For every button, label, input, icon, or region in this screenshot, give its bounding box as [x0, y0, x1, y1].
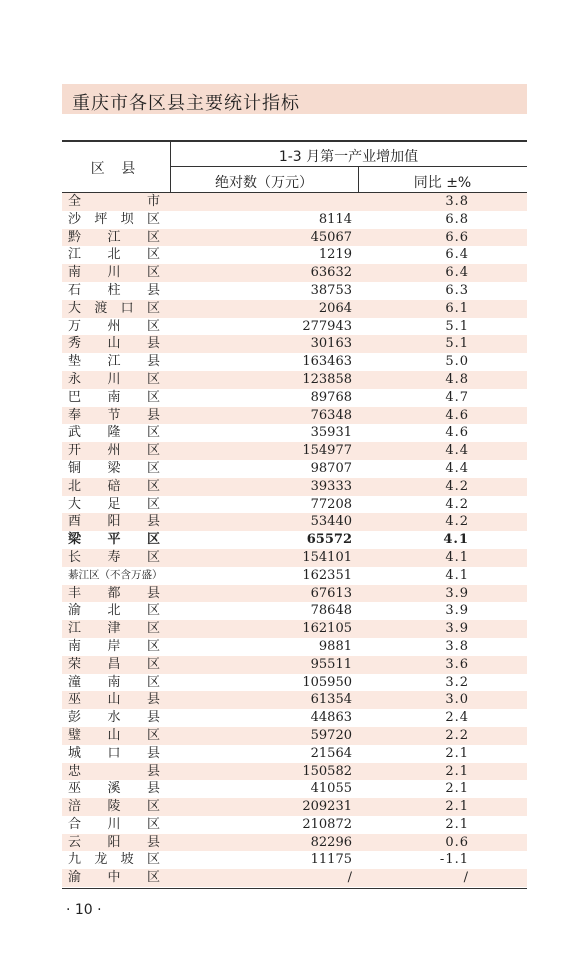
absolute-value: 35931 — [310, 425, 352, 441]
region-name-part: 渝 — [68, 870, 82, 886]
region-name-part: 大 — [68, 496, 82, 512]
table-row — [62, 638, 527, 656]
region-name-part: 县 — [146, 834, 160, 850]
absolute-value: 59720 — [310, 727, 352, 743]
table-row — [62, 229, 527, 247]
region-name-part: 县 — [146, 781, 160, 797]
region-name — [68, 371, 160, 389]
region-name — [68, 211, 160, 229]
absolute-value: 44863 — [310, 710, 352, 726]
region-name-part: 区 — [146, 532, 160, 548]
region-name-part: 昌 — [107, 656, 121, 672]
yoy-value: 4.1 — [445, 567, 469, 583]
yoy-value: 6.4 — [445, 265, 469, 281]
region-name — [68, 335, 160, 353]
region-name-part: 区 — [146, 265, 160, 281]
table-row — [62, 371, 527, 389]
region-name-part: 梁 — [68, 532, 82, 548]
region-name — [68, 229, 160, 247]
region-name-part: 岸 — [107, 638, 121, 654]
absolute-value: 105950 — [302, 674, 352, 690]
absolute-value: 162105 — [302, 621, 352, 637]
region-name — [68, 780, 160, 798]
yoy-value: 2.4 — [445, 710, 469, 726]
region-name-part: 坪 — [94, 211, 108, 227]
region-name-part: 州 — [107, 443, 121, 459]
region-name — [68, 727, 160, 745]
region-name-part: 区 — [146, 674, 160, 690]
region-name-part: 渡 — [94, 300, 108, 316]
absolute-value: 53440 — [310, 514, 352, 530]
region-name-part: 潼 — [68, 674, 82, 690]
region-name-part: 区 — [146, 247, 160, 263]
region-name-part: 区 — [146, 229, 160, 245]
region-name-part: 区 — [146, 371, 160, 387]
yoy-value: 2.1 — [445, 781, 469, 797]
region-name-part: 水 — [107, 710, 121, 726]
absolute-value: 123858 — [302, 371, 352, 387]
table-row — [62, 282, 527, 300]
absolute-value: / — [347, 870, 352, 886]
region-name-part: 彭 — [68, 710, 82, 726]
region-name-part: 南 — [107, 674, 121, 690]
region-name — [68, 424, 160, 442]
region-name — [68, 300, 160, 318]
table-row — [62, 780, 527, 798]
absolute-value: 2064 — [318, 300, 352, 316]
region-name — [68, 567, 163, 585]
yoy-value: 5.1 — [445, 336, 469, 352]
region-name-part: 坡 — [120, 852, 134, 868]
table-row — [62, 478, 527, 496]
absolute-value: 76348 — [310, 407, 352, 423]
yoy-value: 3.6 — [445, 656, 469, 672]
table-row — [62, 869, 527, 887]
absolute-value: 38753 — [310, 282, 352, 298]
page-number: · 10 · — [66, 902, 102, 918]
yoy-value: 5.0 — [445, 354, 469, 370]
absolute-value: 277943 — [302, 318, 352, 334]
region-name-part: 武 — [68, 425, 82, 441]
region-name — [68, 763, 160, 781]
region-name-part: 区 — [146, 816, 160, 832]
region-name-part: 县 — [146, 282, 160, 298]
region-name-part: 口 — [120, 300, 134, 316]
yoy-value: 4.8 — [445, 371, 469, 387]
region-name-part: 县 — [146, 763, 160, 779]
region-name — [68, 709, 160, 727]
region-name — [68, 282, 160, 300]
table-row — [62, 460, 527, 478]
absolute-value: 61354 — [310, 692, 352, 708]
absolute-value: 150582 — [302, 763, 352, 779]
absolute-value: 8114 — [318, 211, 352, 227]
region-name-part: 北 — [68, 478, 82, 494]
region-name — [68, 834, 160, 852]
region-name-part: 合 — [68, 816, 82, 832]
header-absolute: 绝对数（万元） — [215, 175, 313, 191]
region-name-part: 巫 — [68, 692, 82, 708]
region-name — [68, 851, 160, 869]
absolute-value: 89768 — [310, 389, 352, 405]
yoy-value: 2.1 — [445, 745, 469, 761]
header-divider — [170, 166, 527, 167]
yoy-value: 4.6 — [445, 407, 469, 423]
table-row — [62, 246, 527, 264]
region-name-part: 南 — [107, 389, 121, 405]
region-name — [68, 264, 160, 282]
region-name-part: 柱 — [107, 282, 121, 298]
region-name — [68, 620, 160, 638]
table-row — [62, 798, 527, 816]
yoy-value: 3.9 — [445, 621, 469, 637]
table-row — [62, 335, 527, 353]
region-name-part: 巴 — [68, 389, 82, 405]
region-name — [68, 602, 160, 620]
absolute-value: 209231 — [302, 799, 352, 815]
yoy-value: 2.1 — [445, 816, 469, 832]
absolute-value: 98707 — [310, 460, 352, 476]
region-name-part: 奉 — [68, 407, 82, 423]
table-row — [62, 353, 527, 371]
region-name — [68, 638, 160, 656]
region-name-part: 南 — [68, 265, 82, 281]
region-name-part: 山 — [107, 336, 121, 352]
absolute-value: 30163 — [310, 336, 352, 352]
region-name — [68, 531, 160, 549]
region-name — [68, 869, 160, 887]
region-name-part: 山 — [107, 692, 121, 708]
table-row — [62, 691, 527, 709]
region-name — [68, 478, 160, 496]
region-name-part: 石 — [68, 282, 82, 298]
region-name-part: 江 — [107, 354, 121, 370]
region-name-part: 溪 — [107, 781, 121, 797]
region-name — [68, 389, 160, 407]
region-name — [68, 442, 160, 460]
absolute-value: 45067 — [310, 229, 352, 245]
region-name-part: 区 — [146, 478, 160, 494]
region-name-part: 全 — [68, 194, 82, 209]
yoy-value: 3.8 — [445, 194, 469, 209]
table-row — [62, 264, 527, 282]
yoy-value: 2.1 — [445, 799, 469, 815]
absolute-value: 11175 — [310, 852, 352, 868]
absolute-value: 41055 — [310, 781, 352, 797]
table-row — [62, 389, 527, 407]
table-row — [62, 602, 527, 620]
yoy-value: 6.6 — [445, 229, 469, 245]
region-name-part: 丰 — [68, 585, 82, 601]
yoy-value: 6.3 — [445, 282, 469, 298]
region-name-part: 区 — [146, 727, 160, 743]
region-name — [68, 407, 160, 425]
absolute-value: 163463 — [302, 354, 352, 370]
region-name-part: 县 — [146, 354, 160, 370]
table-row — [62, 585, 527, 603]
table-body — [62, 193, 527, 887]
region-name-part: 铜 — [68, 460, 82, 476]
region-name-part: 璧 — [68, 727, 82, 743]
region-name-part: 川 — [107, 816, 121, 832]
region-name-part: 区 — [146, 549, 160, 565]
yoy-value: 4.4 — [445, 443, 469, 459]
table-row — [62, 424, 527, 442]
table-row — [62, 656, 527, 674]
yoy-value: 4.7 — [445, 389, 469, 405]
region-name — [68, 193, 160, 211]
region-name — [68, 549, 160, 567]
region-name — [68, 513, 160, 531]
region-name-part: 区 — [146, 460, 160, 476]
region-name-part: 万 — [68, 318, 82, 334]
region-name-part: 平 — [107, 532, 121, 548]
yoy-value: 4.6 — [445, 425, 469, 441]
table-row — [62, 318, 527, 336]
region-name-part: 区 — [146, 318, 160, 334]
yoy-value: 3.8 — [445, 638, 469, 654]
region-name — [68, 674, 160, 692]
absolute-value: 154101 — [302, 549, 352, 565]
absolute-value: 9881 — [318, 638, 352, 654]
absolute-value: 210872 — [302, 816, 352, 832]
region-name-part: 九 — [68, 852, 82, 868]
yoy-value: 3.2 — [445, 674, 469, 690]
region-name-part: 都 — [107, 585, 121, 601]
region-name-part: 北 — [107, 247, 121, 263]
region-name-part: 北 — [107, 603, 121, 619]
table-bottom-rule — [62, 888, 527, 889]
region-name-part: 大 — [68, 300, 82, 316]
region-name — [68, 745, 160, 763]
absolute-value: 154977 — [302, 443, 352, 459]
region-name-part: 口 — [107, 745, 121, 761]
table-row — [62, 549, 527, 567]
region-name-part: 区 — [146, 603, 160, 619]
region-name-part: 渝 — [68, 603, 82, 619]
table-row — [62, 674, 527, 692]
yoy-value: 4.2 — [445, 478, 469, 494]
region-name-part: 黔 — [68, 229, 82, 245]
region-name-part: 区 — [146, 389, 160, 405]
region-name — [68, 318, 160, 336]
absolute-value: 95511 — [310, 656, 352, 672]
region-name-part: 寿 — [107, 549, 121, 565]
region-name-part: 垫 — [68, 354, 82, 370]
region-name-part: 碚 — [107, 478, 121, 494]
yoy-value: 6.4 — [445, 247, 469, 263]
region-name-part: 阳 — [107, 834, 121, 850]
region-name-part: 忠 — [68, 763, 82, 779]
region-name-part: 县 — [146, 514, 160, 530]
absolute-value: 63632 — [310, 265, 352, 281]
region-name-part: 梁 — [107, 460, 121, 476]
region-name-part: 区 — [146, 656, 160, 672]
absolute-value: 82296 — [310, 834, 352, 850]
header-region: 区 县 — [90, 161, 142, 177]
region-name — [68, 816, 160, 834]
table-row — [62, 816, 527, 834]
absolute-value: 39333 — [310, 478, 352, 494]
region-name-part: 区 — [146, 799, 160, 815]
region-name-part: 区 — [146, 300, 160, 316]
table-row — [62, 442, 527, 460]
region-name-part: 秀 — [68, 336, 82, 352]
header-indicator: 1-3 月第一产业增加值 — [278, 149, 419, 165]
region-name-part: 区 — [146, 443, 160, 459]
yoy-value: 4.2 — [445, 496, 469, 512]
yoy-value: 3.9 — [445, 603, 469, 619]
table-row — [62, 531, 527, 549]
region-name-part: 山 — [107, 727, 121, 743]
header-yoy: 同比 ±% — [413, 175, 472, 191]
region-name-part: 沙 — [68, 211, 82, 227]
region-name-part: 中 — [107, 870, 121, 886]
absolute-value: 65572 — [306, 532, 352, 548]
table-row — [62, 496, 527, 514]
region-name-part: 川 — [107, 265, 121, 281]
region-name — [68, 246, 160, 264]
table-row — [62, 513, 527, 531]
region-name-part: 永 — [68, 371, 82, 387]
region-name — [68, 585, 160, 603]
region-name-part: 区 — [146, 852, 160, 868]
table-row — [62, 300, 527, 318]
table-row — [62, 211, 527, 229]
region-name-part: 陵 — [107, 799, 121, 815]
yoy-value: 0.6 — [445, 834, 469, 850]
region-name-part: 区 — [146, 425, 160, 441]
region-name-part: 州 — [107, 318, 121, 334]
yoy-value: 4.2 — [445, 514, 469, 530]
table-row — [62, 620, 527, 638]
region-name-part: 江 — [68, 621, 82, 637]
region-name — [68, 496, 160, 514]
table-top-rule — [62, 140, 527, 142]
yoy-value: 3.0 — [445, 692, 469, 708]
yoy-value: 2.1 — [445, 763, 469, 779]
region-name-part: 足 — [107, 496, 121, 512]
region-name-part: 南 — [68, 638, 82, 654]
region-name-part: 区 — [146, 870, 160, 886]
table-row — [62, 851, 527, 869]
yoy-value: 2.2 — [445, 727, 469, 743]
region-name-part: 坝 — [120, 211, 134, 227]
region-name-part: 节 — [107, 407, 121, 423]
yoy-value: 6.8 — [445, 211, 469, 227]
region-name-part: 区 — [146, 211, 160, 227]
region-name-part: 龙 — [94, 852, 108, 868]
table-row — [62, 567, 527, 585]
region-name-part: 区 — [146, 496, 160, 512]
region-name-part: 县 — [146, 710, 160, 726]
absolute-value: 162351 — [302, 567, 352, 583]
absolute-value: 78648 — [310, 603, 352, 619]
table-row — [62, 745, 527, 763]
region-name-part: 江 — [68, 247, 82, 263]
table-row — [62, 834, 527, 852]
region-name — [68, 691, 160, 709]
yoy-value: / — [463, 870, 469, 886]
page-title: 重庆市各区县主要统计指标 — [72, 93, 300, 114]
region-name-part: 隆 — [107, 425, 121, 441]
region-name-part: 县 — [146, 336, 160, 352]
region-name-part: 綦江区（不含万盛） — [68, 568, 163, 581]
region-name-part: 开 — [68, 443, 82, 459]
yoy-value: 3.9 — [445, 585, 469, 601]
region-name-part: 江 — [107, 229, 121, 245]
absolute-value: 67613 — [310, 585, 352, 601]
region-name-part: 区 — [146, 621, 160, 637]
region-name-part: 津 — [107, 621, 121, 637]
yoy-value: 4.1 — [445, 549, 469, 565]
table-row — [62, 407, 527, 425]
absolute-value: 1219 — [318, 247, 352, 263]
region-name-part: 长 — [68, 549, 82, 565]
region-name-part: 巫 — [68, 781, 82, 797]
region-name-part: 川 — [107, 371, 121, 387]
region-name — [68, 798, 160, 816]
region-name-part: 阳 — [107, 514, 121, 530]
region-name-part: 云 — [68, 834, 82, 850]
yoy-value: -1.1 — [439, 852, 469, 868]
region-name-part: 酉 — [68, 514, 82, 530]
region-name-part: 市 — [146, 194, 160, 209]
absolute-value: 77208 — [310, 496, 352, 512]
region-name — [68, 460, 160, 478]
table-row — [62, 709, 527, 727]
table-row — [62, 727, 527, 745]
region-name — [68, 656, 160, 674]
region-name-part: 县 — [146, 407, 160, 423]
table-row — [62, 193, 527, 211]
region-name-part: 区 — [146, 638, 160, 654]
region-name-part: 荣 — [68, 656, 82, 672]
region-name-part: 涪 — [68, 799, 82, 815]
region-name-part: 县 — [146, 692, 160, 708]
region-name-part: 县 — [146, 745, 160, 761]
table-row — [62, 763, 527, 781]
region-name-part: 县 — [146, 585, 160, 601]
yoy-value: 4.4 — [445, 460, 469, 476]
region-name — [68, 353, 160, 371]
yoy-value: 6.1 — [445, 300, 469, 316]
yoy-value: 5.1 — [445, 318, 469, 334]
yoy-value: 4.1 — [443, 532, 469, 548]
region-name-part: 城 — [68, 745, 82, 761]
absolute-value: 21564 — [310, 745, 352, 761]
